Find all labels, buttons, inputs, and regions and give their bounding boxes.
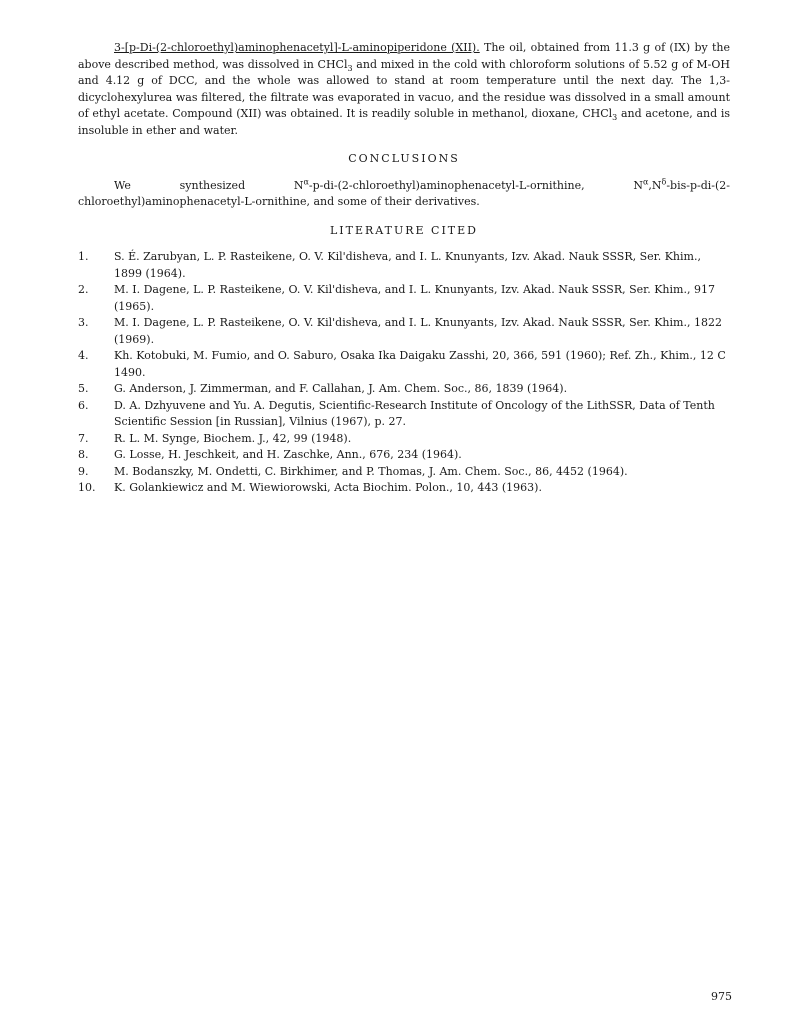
reference-list: [78, 249, 730, 497]
superscript-alpha: α: [303, 176, 309, 186]
reference-number: 9.: [78, 464, 89, 478]
reference-number: 2.: [78, 283, 89, 296]
superscript-delta: δ: [661, 176, 667, 186]
conclusions-text-a: We synthesized N: [114, 178, 304, 192]
compound-text-a: The oil, obtained from 11.3 g of (IX) by the above described method, was dissolved in CHCl: [78, 41, 730, 71]
reference-number: 7.: [78, 431, 89, 445]
compound-text-b: and mixed in the cold with chloroform solutions of 5.52 g of M-OH and 4.12 g of DCC, and the whole was allowed to stand at room temperature until the next day. The 1,3-dicyclohexylurea was filtered, the filtrate was evaporated in vacuo, and the residue was dissolved in a small amount of ethyl acetate. Compound (XII) was obtained. It is readily soluble in methanol, dioxane, CHCl: [78, 57, 730, 120]
reference-number: 3.: [78, 316, 89, 329]
conclusions-text-d: -bis-p-di-(2-chloroethyl)aminophenacetyl-L-ornithine, and some of their derivatives.: [78, 178, 730, 208]
reference-item: [78, 315, 730, 348]
reference-item: [78, 431, 730, 448]
conclusions-paragraph: [78, 178, 730, 211]
reference-text: G. Losse, H. Jeschkeit, and H. Zaschke, Ann., 676, 234 (1964).: [114, 448, 462, 461]
reference-text: G. Anderson, J. Zimmerman, and F. Callahan, J. Am. Chem. Soc., 86, 1839 (1964).: [114, 382, 568, 395]
reference-item: [78, 249, 730, 282]
reference-item: [78, 282, 730, 315]
superscript-alpha: α: [642, 176, 649, 186]
page-body: [78, 40, 730, 497]
reference-text: S. É. Zarubyan, L. P. Rasteikene, O. V. Kil'disheva, and I. L. Knunyants, Izv. Akad. Nauk SSSR, Ser. Khim., 1899 (1964).: [114, 250, 701, 280]
reference-text: K. Golankiewicz and M. Wiewiorowski, Acta Biochim. Polon., 10, 443 (1963).: [114, 481, 542, 494]
reference-item: [78, 480, 730, 497]
literature-heading: LITERATURE CITED: [329, 223, 478, 237]
reference-number: 4.: [78, 349, 89, 362]
reference-item: [78, 464, 730, 481]
compound-title: 3-[p-Di-(2-chloroethyl)aminophenacetyl]-L-aminopiperidone (XII).: [114, 41, 480, 54]
reference-item: [78, 447, 730, 464]
reference-number: 5.: [78, 382, 89, 395]
reference-item: [78, 398, 730, 431]
reference-number: 1.: [78, 250, 89, 263]
page-number: 975: [711, 990, 732, 1003]
reference-item: [78, 381, 730, 398]
reference-text: M. Bodanszky, M. Ondetti, C. Birkhimer, and P. Thomas, J. Am. Chem. Soc., 86, 4452 (1964).: [114, 464, 628, 478]
reference-text: D. A. Dzhyuvene and Yu. A. Degutis, Scientific-Research Institute of Oncology of the LithSSR, Data of Tenth Scientific Session [in Russian], Vilnius (1967), p. 27.: [114, 398, 715, 428]
compound-text-c: and acetone, and is insoluble in ether and water.: [78, 107, 730, 137]
reference-text: R. L. M. Synge, Biochem. J., 42, 99 (1948).: [114, 431, 352, 445]
compound-paragraph: [78, 40, 730, 139]
reference-text: M. I. Dagene, L. P. Rasteikene, O. V. Kil'disheva, and I. L. Knunyants, Izv. Akad. Nauk SSSR, Ser. Khim., 917 (1965).: [114, 283, 715, 313]
reference-text: Kh. Kotobuki, M. Fumio, and O. Saburo, Osaka Ika Daigaku Zasshi, 20, 366, 591 (1960); Ref. Zh., Khim., 12 C 1490.: [114, 349, 726, 379]
reference-number: 10.: [78, 481, 96, 494]
subscript-3: 3: [612, 113, 618, 123]
conclusions-text-b: -p-di-(2-chloroethyl)aminophenacetyl-L-ornithine, N: [308, 178, 643, 192]
subscript-3: 3: [347, 63, 353, 73]
reference-item: [78, 348, 730, 381]
reference-number: 8.: [78, 448, 89, 461]
reference-number: 6.: [78, 398, 89, 412]
conclusions-text-c: ,N: [648, 178, 662, 192]
conclusions-heading: CONCLUSIONS: [348, 152, 460, 165]
reference-text: M. I. Dagene, L. P. Rasteikene, O. V. Kil'disheva, and I. L. Knunyants, Izv. Akad. Nauk SSSR, Ser. Khim., 1822 (1969).: [114, 316, 722, 346]
